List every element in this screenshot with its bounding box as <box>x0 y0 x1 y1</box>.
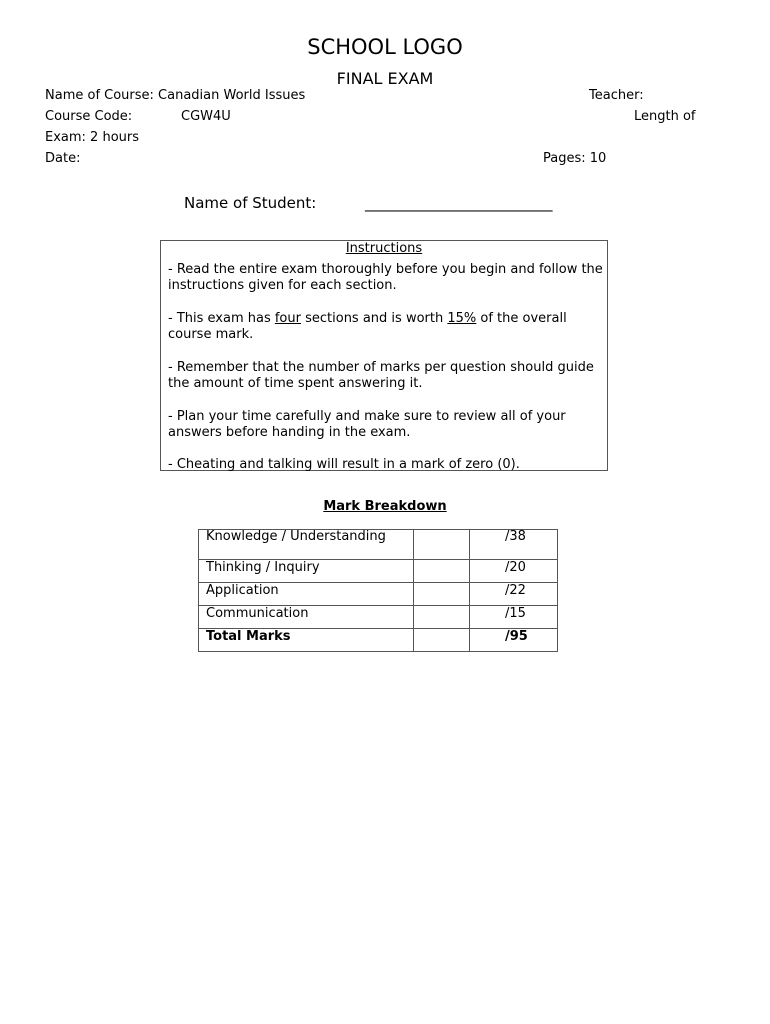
total-cell: /20 <box>470 560 558 583</box>
total-cell: /22 <box>470 583 558 606</box>
course-name: Name of Course: Canadian World Issues <box>45 88 306 103</box>
table-row <box>199 530 558 560</box>
weight-emphasis: 15% <box>447 311 477 326</box>
score-cell <box>414 560 470 583</box>
total-cell: /15 <box>470 606 558 629</box>
instruction-3: - Remember that the number of marks per question should guide the amount of time spent answering it. <box>168 360 594 391</box>
score-cell <box>414 530 470 560</box>
category-cell: Communication <box>199 606 414 629</box>
instruction-5: - Cheating and talking will result in a mark of zero (0). <box>168 457 520 472</box>
mark-breakdown-title: Mark Breakdown <box>323 499 447 514</box>
instruction-4: - Plan your time carefully and make sure to review all of your answers before handing in the exam. <box>168 409 566 440</box>
pages-label: Pages: 10 <box>543 151 607 166</box>
total-cell: /38 <box>470 530 558 560</box>
score-cell <box>414 583 470 606</box>
category-cell: Knowledge / Understanding <box>199 530 414 560</box>
exam-length-value: Exam: 2 hours <box>45 130 140 145</box>
score-cell <box>414 606 470 629</box>
score-cell <box>414 629 470 652</box>
student-name-label: Name of Student: <box>184 194 317 212</box>
instructions-box <box>160 240 608 471</box>
course-code-value: CGW4U <box>181 109 231 124</box>
total-cell: /95 <box>470 629 558 652</box>
school-logo-text: SCHOOL LOGO <box>307 35 463 59</box>
date-label: Date: <box>45 151 81 166</box>
exam-length-label: Length of <box>634 109 696 124</box>
table-row <box>199 560 558 583</box>
table-row <box>199 629 558 652</box>
instruction-2: - This exam has four sections and is worth 15% of the overall course mark. <box>168 311 567 342</box>
instruction-1: - Read the entire exam thoroughly before you begin and follow the instructions given for each section. <box>168 262 603 293</box>
category-cell: Thinking / Inquiry <box>199 560 414 583</box>
mark-breakdown-table <box>198 529 558 652</box>
table-row <box>199 606 558 629</box>
category-cell: Application <box>199 583 414 606</box>
category-cell: Total Marks <box>199 629 414 652</box>
course-code-label: Course Code: <box>45 109 133 124</box>
student-name-blank[interactable]: _________________________ <box>365 194 553 212</box>
table-row <box>199 583 558 606</box>
instructions-heading: Instructions <box>345 241 423 256</box>
teacher-label: Teacher: <box>589 88 644 103</box>
four-sections-emphasis: four <box>274 311 301 326</box>
exam-title: FINAL EXAM <box>336 69 434 88</box>
